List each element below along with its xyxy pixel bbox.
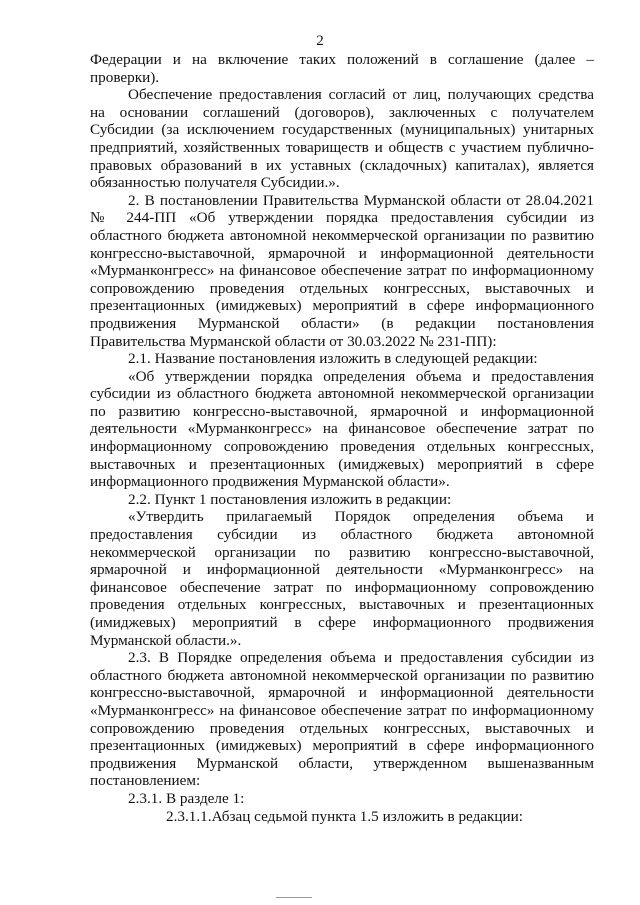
item-number: 2.3.1.1. <box>166 807 212 825</box>
paragraph-item-2-1: 2.1. Название постановления изложить в следующей редакции: <box>128 350 538 368</box>
item-text: Абзац седьмой пункта 1.5 изложить в редакции: <box>211 807 524 825</box>
paragraph-federation-continuation: Федерации и на включение таких положений в соглашение (далее – проверки). <box>90 51 594 86</box>
paragraph-approve-quote: «Утвердить прилагаемый Порядок определения объема и предоставления субсидии из областного бюджета автономной некоммерческой организации по развитию конгрессно-выставочной, ярмарочной и информационной деятельности «Мурманконгресс» на финансовое обеспечение затрат по информационному сопровождению проведения отдельных конгрессных, выставочных и презентационных (имиджевых) мероприятий в сфере информационного продвижения Мурманской области.». <box>90 508 594 649</box>
document-body <box>90 51 594 825</box>
page-number: 2 <box>316 33 324 49</box>
paragraph-new-title-quote: «Об утверждении порядка определения объема и предоставления субсидии из областного бюджета автономной некоммерческой организации по развитию конгрессно-выставочной, ярмарочной и информационной деятельности «Мурманконгресс» на финансовое обеспечение затрат по информационному сопровождению проведения отдельных конгрессных, выставочных и презентационных (имиджевых) мероприятий в сфере информационного продвижения Мурманской области». <box>90 367 594 491</box>
paragraph-consent-obligation: Обеспечение предоставления согласий от лиц, получающих средства на основании соглашений (договоров), заключенных с получателем Субсидии (за исключением государственных (муниципальных) унитарных предприятий, хозяйственных товариществ и обществ с участием публично-правовых образований в их уставных (складочных) капиталах), является обязанностью получателя Субсидии.». <box>90 86 594 192</box>
paragraph-item-2-3: 2.3. В Порядке определения объема и предоставления субсидии из областного бюджета автономной некоммерческой организации по развитию конгрессно-выставочной, ярмарочной и информационной деятельности «Мурманконгресс» на финансовое обеспечение затрат по информационному сопровождению проведения отдельных конгрессных, выставочных и презентационных (имиджевых) мероприятий в сфере информационного продвижения Мурманской области, утвержденном вышеназванным постановлением: <box>90 649 594 790</box>
paragraph-item-2-3-1-1 <box>90 808 594 826</box>
paragraph-item-2-2: 2.2. Пункт 1 постановления изложить в редакции: <box>128 490 452 508</box>
paragraph-item-2-3-1: 2.3.1. В разделе 1: <box>128 789 245 807</box>
paragraph-item-2-amendment: 2. В постановлении Правительства Мурманской области от 28.04.2021 № 244-ПП «Об утверждении порядка предоставления субсидии из областного бюджета автономной некоммерческой организации по развитию конгрессно-выставочной, ярмарочной и информационной деятельности «Мурманконгресс» на финансовое обеспечение затрат по информационному сопровождению проведения отдельных конгрессных, выставочных и презентационных (имиджевых) мероприятий в сфере информационного продвижения Мурманской области» (в редакции постановления Правительства Мурманской области от 30.03.2022 № 231-ПП): <box>90 191 594 350</box>
footer-mark <box>276 897 312 898</box>
